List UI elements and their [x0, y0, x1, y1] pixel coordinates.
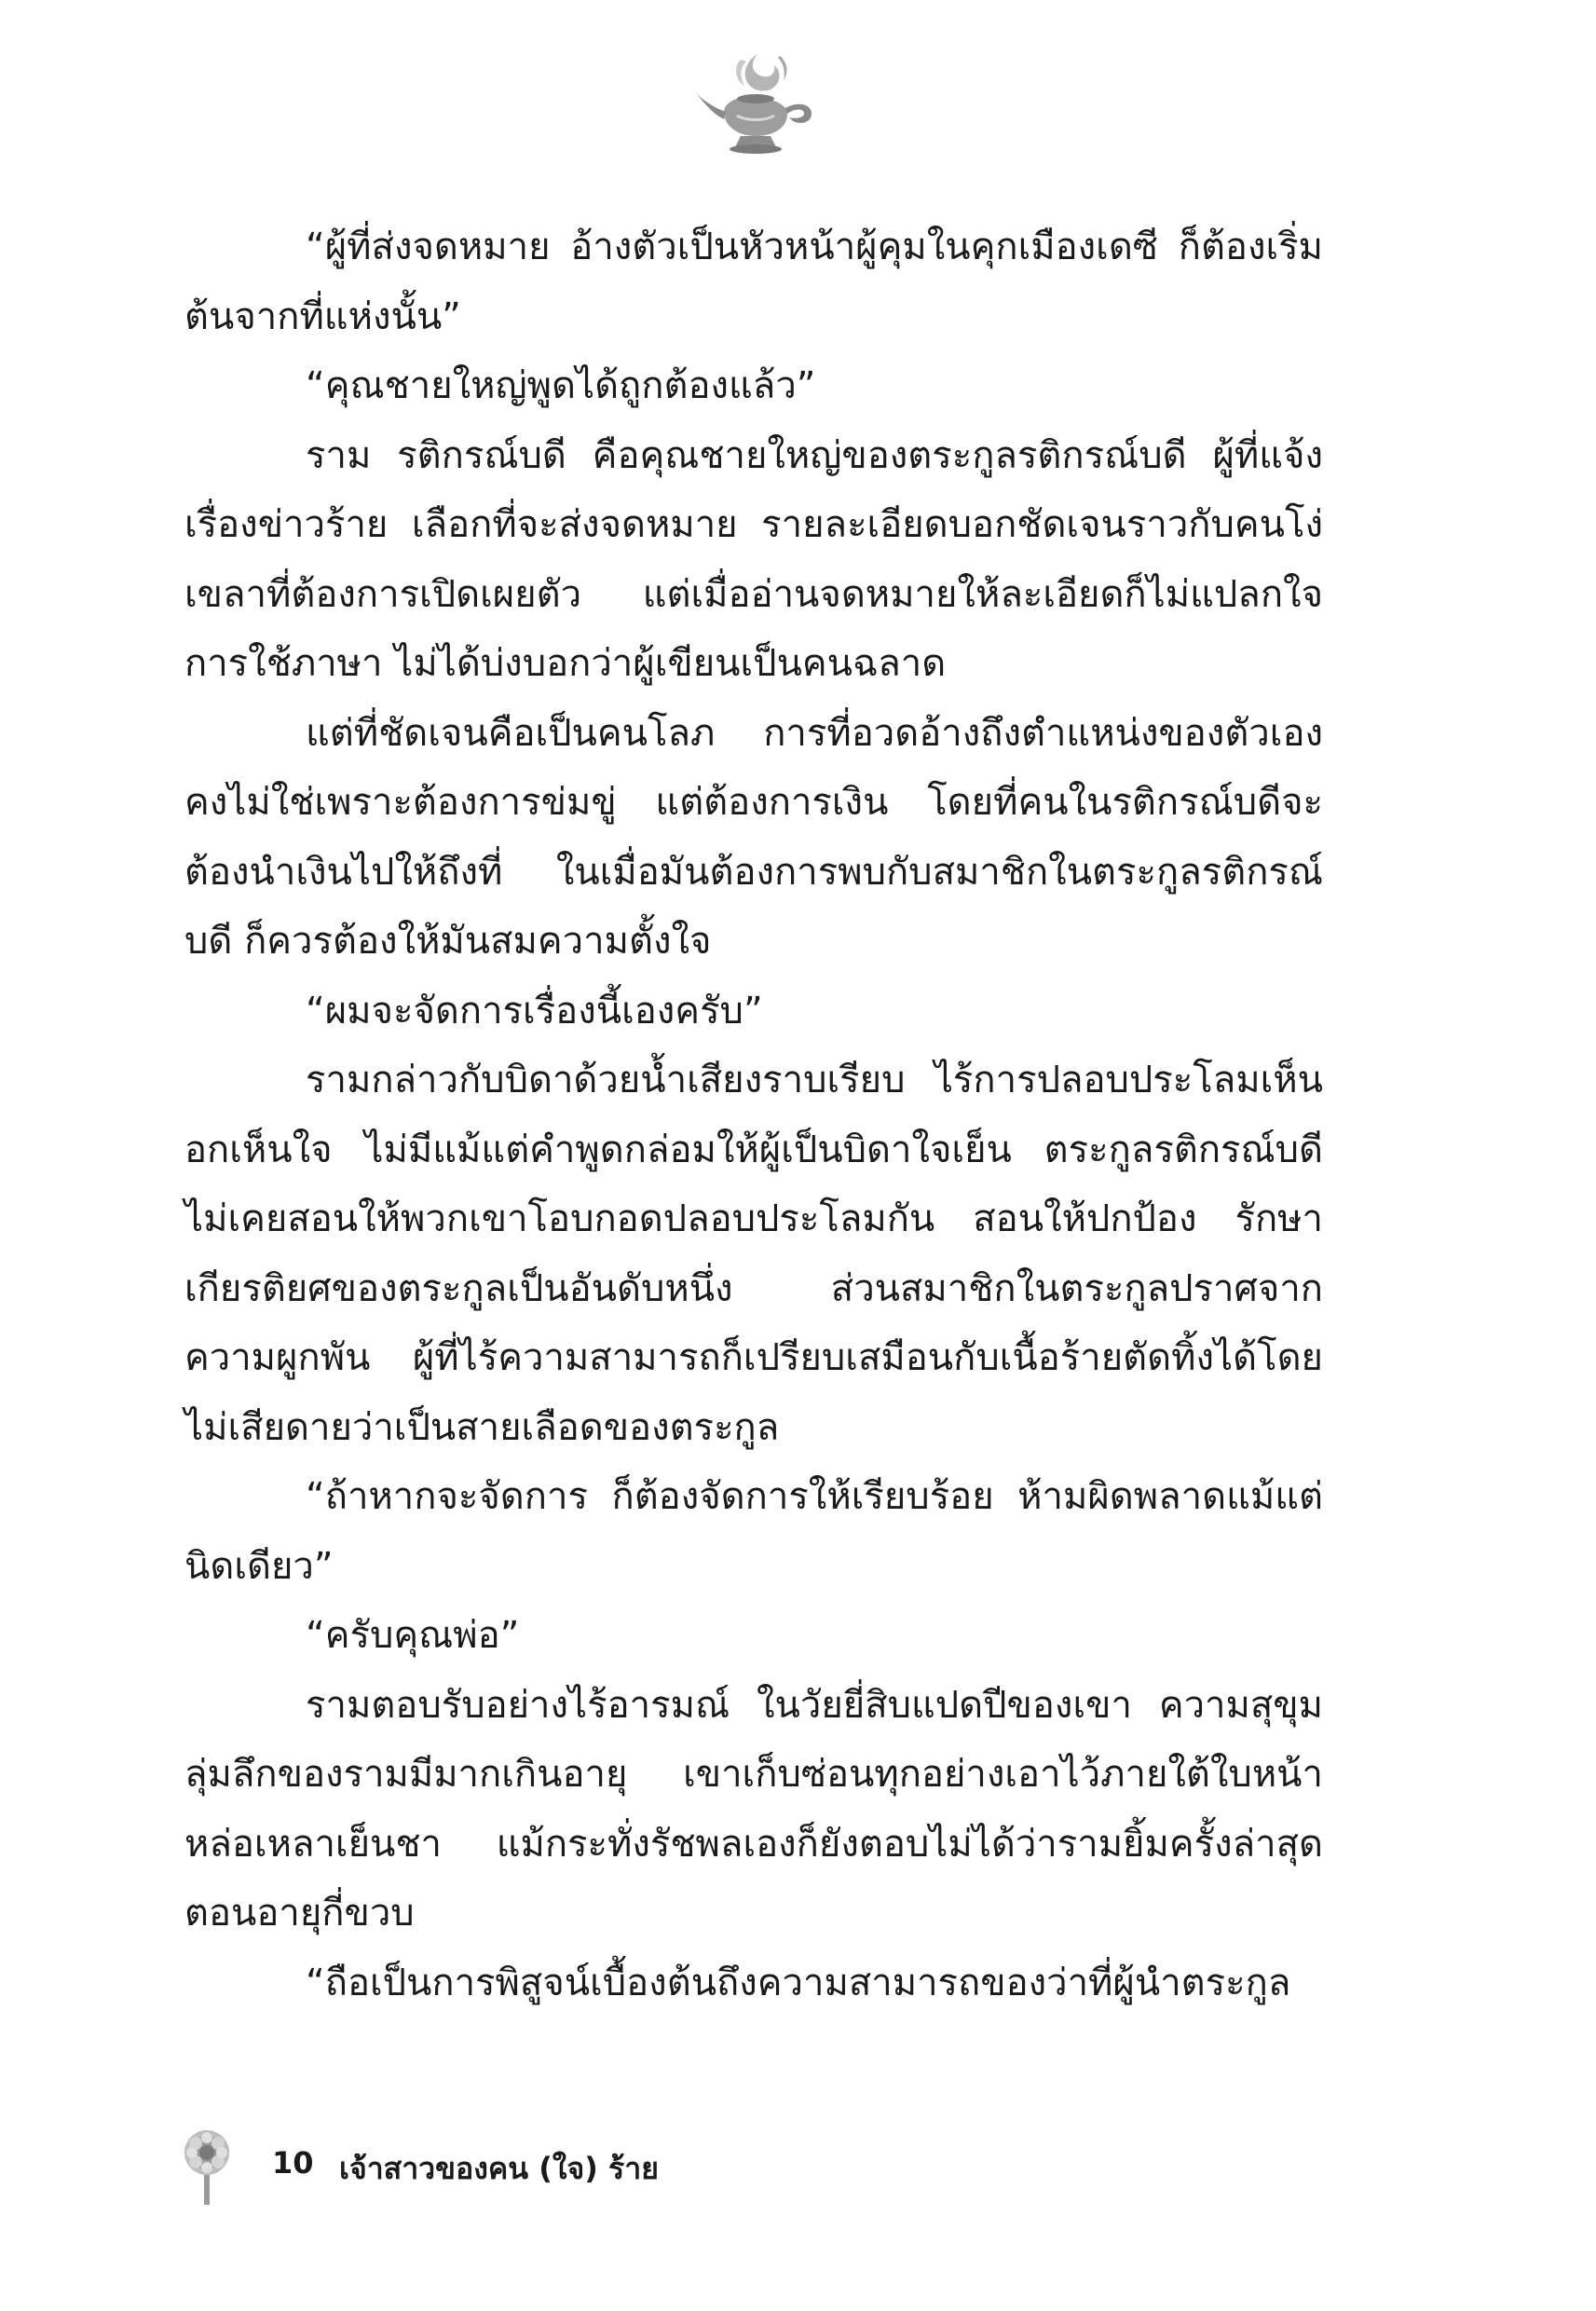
paragraph: รามกล่าวกับบิดาด้วยน้ำเสียงราบเรียบ ไร้การปลอบประโลมเห็นอกเห็นใจ ไม่มีแม้แต่คำพูดกล่อมให้ผู้เป็นบิดาใจเย็น ตระกูลรติกรณ์บดี ไม่เคยสอนให้พวกเขาโอบกอดปลอบประโลมกัน สอนให้ปกป้อง รักษาเกียรติยศของตระกูลเป็นอันดับหนึ่ง ส่วนสมาชิกในตระกูลปราศจากความผูกพัน ผู้ที่ไร้ความสามารถก็เปรียบเสมือนกับเนื้อร้ายตัดทิ้งได้โดยไม่เสียดายว่าเป็นสายเลือดของตระกูล	[184, 1059, 1323, 1449]
book-title: เจ้าสาวของคน (ใจ) ร้าย	[339, 2151, 659, 2186]
body-text	[184, 212, 1323, 2017]
paragraph: “ถือเป็นการพิสูจน์เบื้องต้นถึงความสามารถของว่าที่ผู้นำตระกูล	[306, 1961, 1291, 2004]
paragraph: “ผู้ที่ส่งจดหมาย อ้างตัวเป็นหัวหน้าผู้คุมในคุกเมืองเดซี ก็ต้องเริ่มต้นจากที่แห่งนั้น”	[184, 226, 1323, 338]
page-footer	[179, 2125, 1017, 2208]
paragraph: “ครับคุณพ่อ”	[306, 1614, 520, 1657]
page-number: 10	[272, 2145, 314, 2181]
paragraph: “ผมจะจัดการเรื่องนี้เองครับ”	[306, 989, 763, 1032]
paragraph: รามตอบรับอย่างไร้อารมณ์ ในวัยยี่สิบแปดปีของเขา ความสุขุมลุ่มลึกของรามมีมากเกินอายุ เขาเก็บซ่อนทุกอย่างเอาไว้ภายใต้ใบหน้าหล่อเหลาเย็นชา แม้กระทั่งรัชพลเองก็ยังตอบไม่ได้ว่ารามยิ้มครั้งล่าสุดตอนอายุกี่ขวบ	[184, 1683, 1323, 1935]
paragraph: แต่ที่ชัดเจนคือเป็นคนโลภ การที่อวดอ้างถึงตำแหน่งของตัวเองคงไม่ใช่เพราะต้องการข่มขู่ แต่ต้องการเงิน โดยที่คนในรติกรณ์บดีจะต้องนำเงินไปให้ถึงที่ ในเมื่อมันต้องการพบกับสมาชิกในตระกูลรติกรณ์บดี ก็ควรต้องให้มันสมความตั้งใจ	[184, 711, 1323, 963]
genie-lamp-icon	[685, 47, 825, 168]
paragraph: “ถ้าหากจะจัดการ ก็ต้องจัดการให้เรียบร้อย ห้ามผิดพลาดแม้แต่นิดเดียว”	[184, 1475, 1323, 1588]
paragraph: ราม รติกรณ์บดี คือคุณชายใหญ่ของตระกูลรติกรณ์บดี ผู้ที่แจ้งเรื่องข่าวร้าย เลือกที่จะส่งจดหมาย รายละเอียดบอกชัดเจนราวกับคนโง่เขลาที่ต้องการเปิดเผยตัว แต่เมื่ออ่านจดหมายให้ละเอียดก็ไม่แปลกใจ การใช้ภาษา ไม่ได้บ่งบอกว่าผู้เขียนเป็นคนฉลาด	[184, 433, 1323, 685]
flower-emblem-icon	[179, 2125, 235, 2207]
paragraph: “คุณชายใหญ่พูดได้ถูกต้องแล้ว”	[306, 364, 816, 407]
